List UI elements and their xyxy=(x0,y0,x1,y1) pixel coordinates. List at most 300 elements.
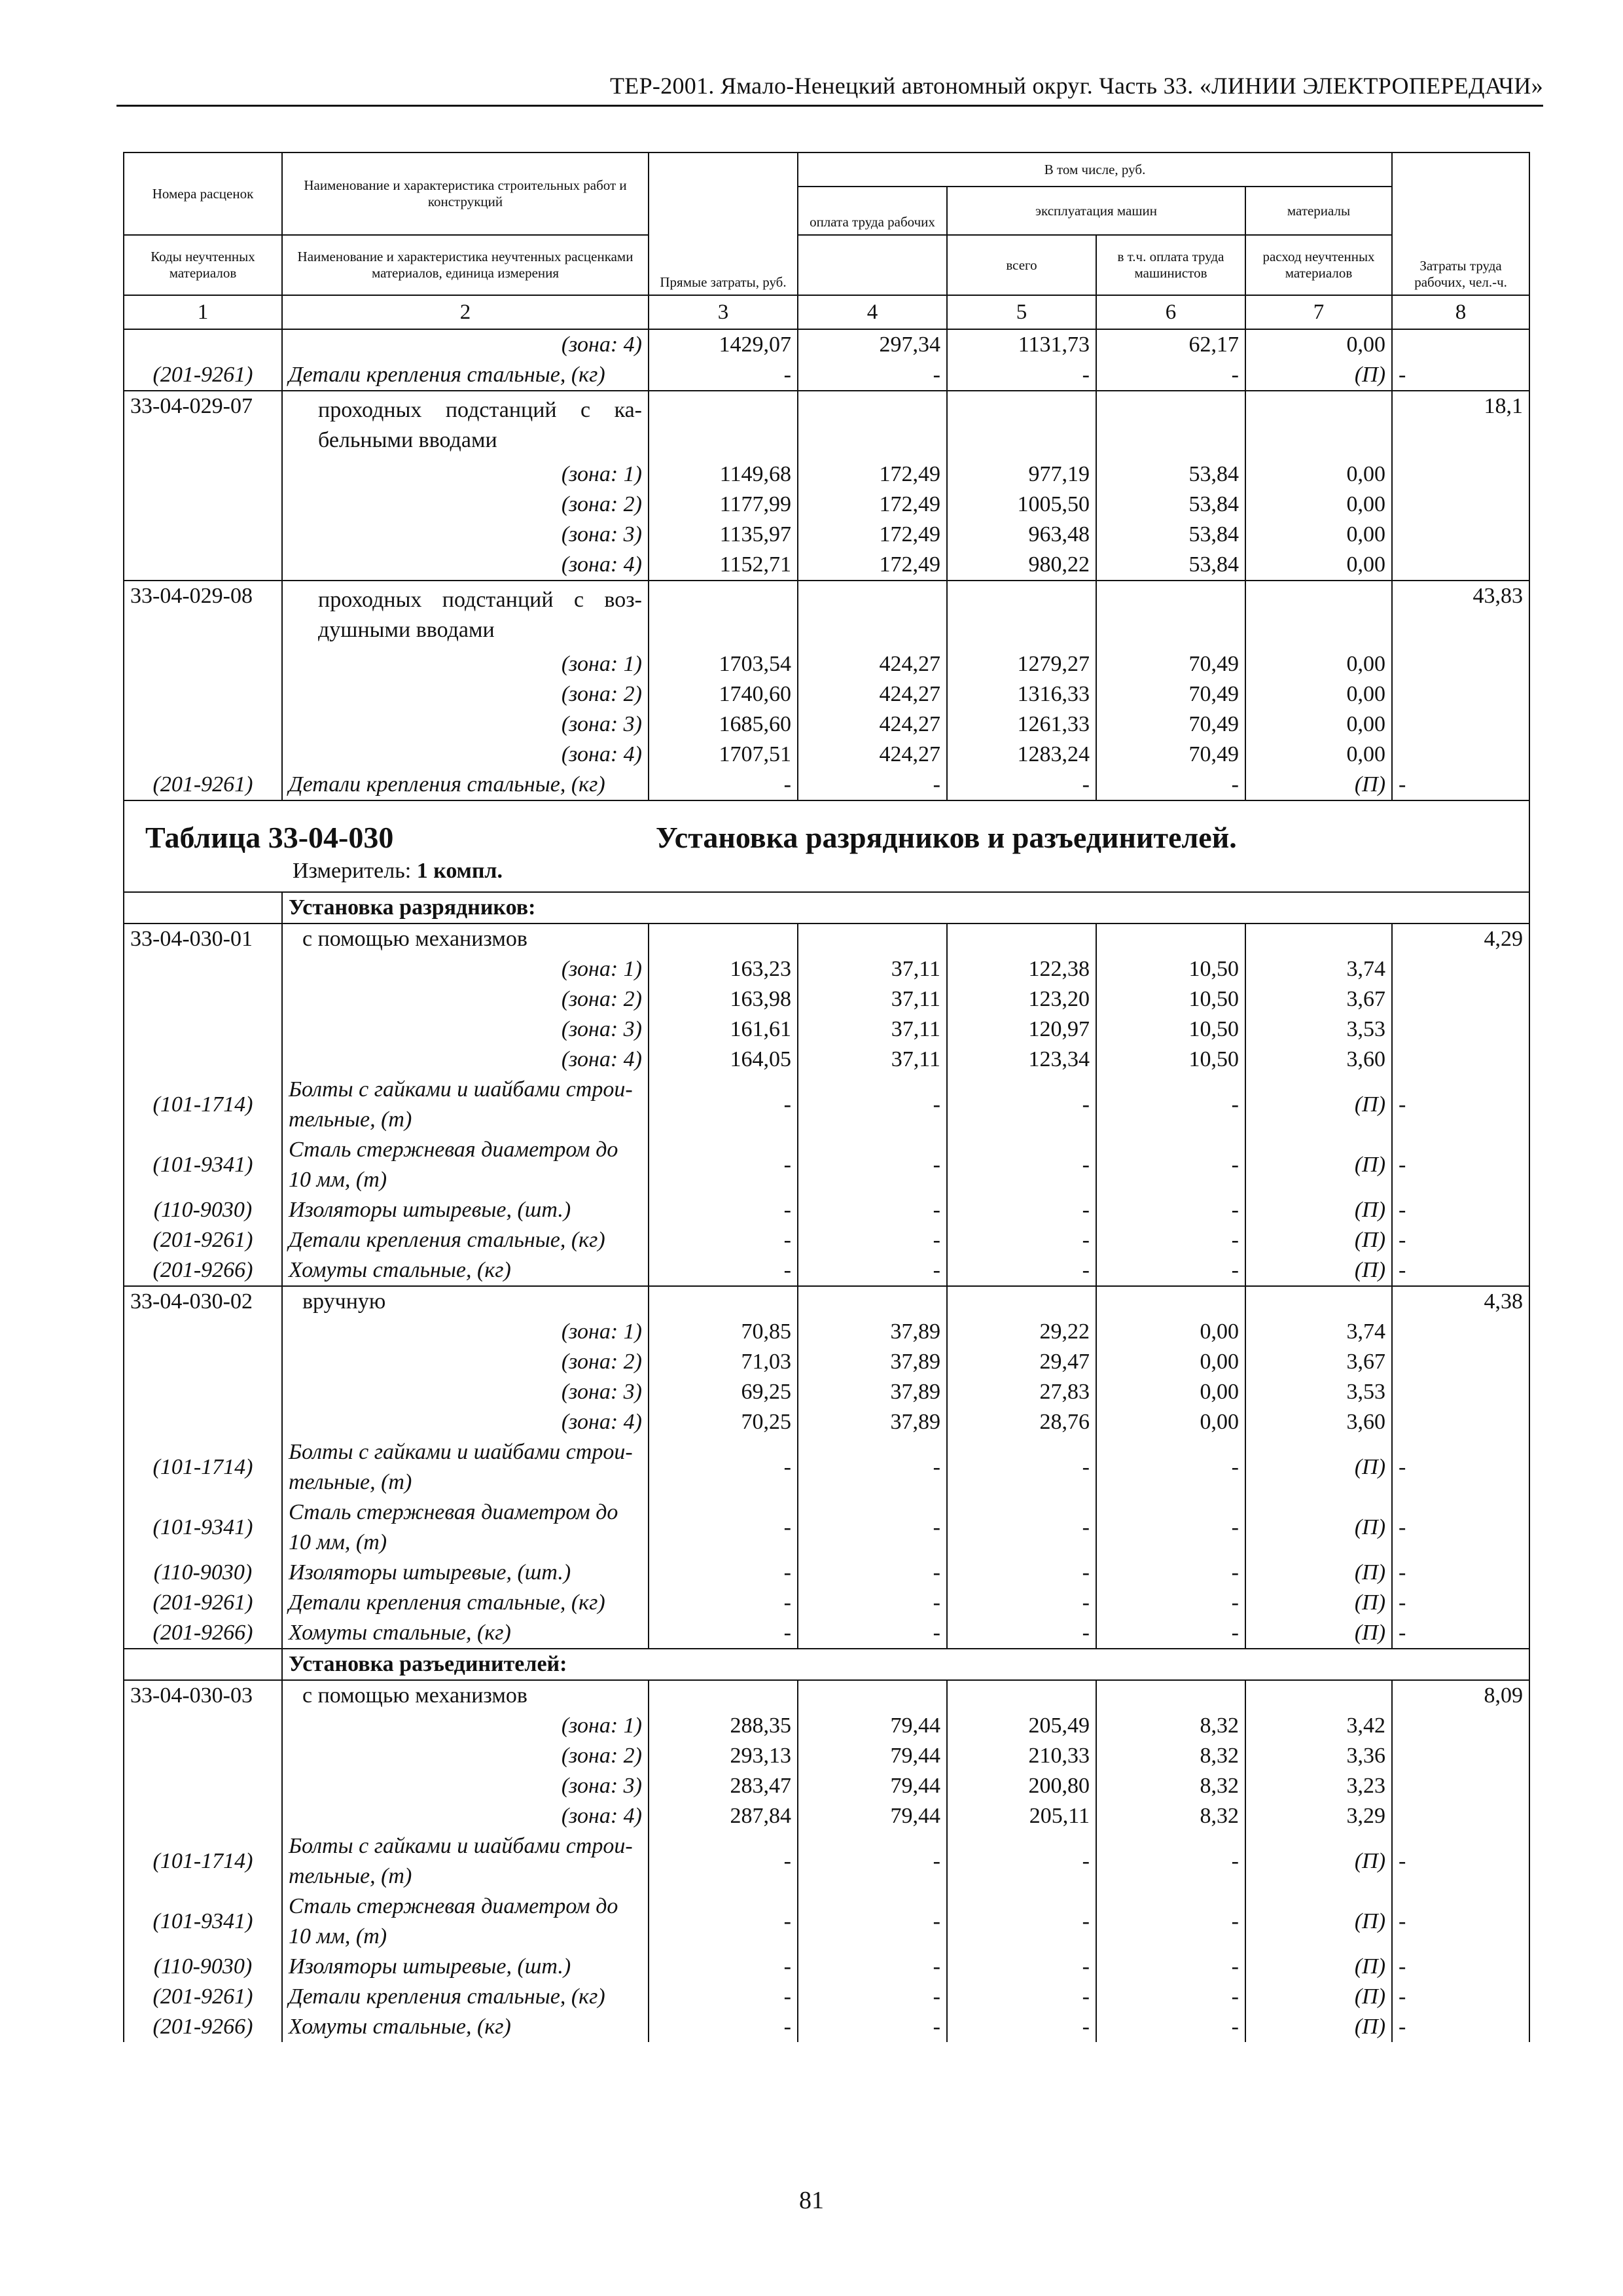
zone-row xyxy=(124,984,1529,1014)
zone-row xyxy=(124,649,1529,679)
table-cell: 163,98 xyxy=(649,984,798,1014)
table-cell: - xyxy=(947,1892,1096,1952)
table-cell: 123,20 xyxy=(947,984,1096,1014)
table-cell xyxy=(124,740,282,770)
table-cell: - xyxy=(798,1195,947,1225)
table-cell: 0,00 xyxy=(1245,649,1392,679)
table-cell: 963,48 xyxy=(947,520,1096,550)
rate-name: с помощью механизмов xyxy=(282,924,649,954)
subheading-row xyxy=(124,892,1529,924)
table-cell: 8,32 xyxy=(1096,1771,1245,1801)
table-cell: 10,50 xyxy=(1096,1045,1245,1075)
table-cell: - xyxy=(649,2012,798,2042)
table-cell: (зона: 1) xyxy=(282,649,649,679)
table-cell xyxy=(1392,459,1529,490)
table-cell: - xyxy=(1392,1588,1529,1618)
table-cell: 53,84 xyxy=(1096,550,1245,581)
table-cell: - xyxy=(947,1195,1096,1225)
table-cell xyxy=(1392,1045,1529,1075)
table-cell: (101-1714) xyxy=(124,1075,282,1135)
col-number: 5 xyxy=(947,295,1096,329)
table-cell: 70,49 xyxy=(1096,709,1245,740)
table-cell: 70,49 xyxy=(1096,649,1245,679)
table-cell: - xyxy=(798,1075,947,1135)
table-cell: Сталь стержневая диаметром до 10 мм, (т) xyxy=(282,1892,649,1952)
table-cell: - xyxy=(1392,1952,1529,1982)
table-cell: - xyxy=(798,360,947,391)
table-title: Установка разрядников и разъединителей. xyxy=(656,821,1237,854)
material-row xyxy=(124,1892,1529,1952)
table-cell: 172,49 xyxy=(798,550,947,581)
table-cell xyxy=(124,1347,282,1377)
zone-row xyxy=(124,1347,1529,1377)
header-rule xyxy=(116,105,1543,107)
table-cell: (П) xyxy=(1245,1195,1392,1225)
table-cell: - xyxy=(798,1982,947,2012)
table-cell: - xyxy=(1392,1618,1529,1649)
table-cell: 288,35 xyxy=(649,1711,798,1741)
table-cell: - xyxy=(947,360,1096,391)
table-cell: Болты с гайками и шайбами строи-тельные, (т) xyxy=(282,1437,649,1498)
table-cell xyxy=(1392,1317,1529,1347)
table-cell: (201-9266) xyxy=(124,1255,282,1286)
material-row xyxy=(124,1135,1529,1195)
table-cell: 3,60 xyxy=(1245,1407,1392,1437)
table-cell: - xyxy=(947,1075,1096,1135)
table-cell xyxy=(947,924,1096,954)
material-row xyxy=(124,1952,1529,1982)
col-number: 8 xyxy=(1392,295,1529,329)
table-cell xyxy=(1392,740,1529,770)
table-cell: 287,84 xyxy=(649,1801,798,1831)
labor-value: 4,29 xyxy=(1392,924,1529,954)
table-cell: 10,50 xyxy=(1096,954,1245,984)
table-cell xyxy=(1245,391,1392,459)
table-cell: - xyxy=(947,2012,1096,2042)
table-cell: 62,17 xyxy=(1096,329,1245,360)
table-cell: - xyxy=(1392,1135,1529,1195)
table-cell: (201-9261) xyxy=(124,1588,282,1618)
table-cell xyxy=(1392,1771,1529,1801)
table-cell: 0,00 xyxy=(1245,490,1392,520)
table-cell: - xyxy=(798,1135,947,1195)
table-cell: (101-9341) xyxy=(124,1498,282,1558)
table-cell xyxy=(649,391,798,459)
material-row xyxy=(124,1831,1529,1892)
table-cell: - xyxy=(649,1075,798,1135)
table-cell: - xyxy=(798,1255,947,1286)
table-cell: 200,80 xyxy=(947,1771,1096,1801)
table-cell xyxy=(649,924,798,954)
table-cell: 71,03 xyxy=(649,1347,798,1377)
h-materials: материалы xyxy=(1245,187,1392,235)
h-direct: Прямые затраты, руб. xyxy=(649,152,798,295)
h-incl-mach: в т.ч. оплата труда машинистов xyxy=(1096,235,1245,295)
table-cell: - xyxy=(798,1498,947,1558)
table-cell: - xyxy=(947,1437,1096,1498)
table-cell: 70,49 xyxy=(1096,740,1245,770)
h-total: всего xyxy=(947,235,1096,295)
table-cell: (101-9341) xyxy=(124,1892,282,1952)
material-row xyxy=(124,1225,1529,1255)
table-cell: (П) xyxy=(1245,1831,1392,1892)
table-cell: - xyxy=(1096,1831,1245,1892)
material-row xyxy=(124,360,1529,391)
table-cell: 10,50 xyxy=(1096,1014,1245,1045)
table-cell: 37,89 xyxy=(798,1407,947,1437)
table-cell: 172,49 xyxy=(798,520,947,550)
rate-row xyxy=(124,1286,1529,1317)
table-cell: 79,44 xyxy=(798,1711,947,1741)
table-cell xyxy=(124,459,282,490)
table-cell: 10,50 xyxy=(1096,984,1245,1014)
table-cell: 1177,99 xyxy=(649,490,798,520)
rate-row xyxy=(124,1680,1529,1711)
table-cell: (П) xyxy=(1245,1075,1392,1135)
table-cell: 28,76 xyxy=(947,1407,1096,1437)
table-cell: 37,89 xyxy=(798,1347,947,1377)
labor-value: 18,1 xyxy=(1392,391,1529,459)
h-incl: В том числе, руб. xyxy=(798,152,1392,187)
table-cell: Хомуты стальные, (кг) xyxy=(282,2012,649,2042)
table-cell: 0,00 xyxy=(1245,329,1392,360)
table-cell xyxy=(649,1680,798,1711)
material-row xyxy=(124,1255,1529,1286)
table-cell: - xyxy=(1096,1195,1245,1225)
material-row xyxy=(124,1195,1529,1225)
table-cell: 37,11 xyxy=(798,1014,947,1045)
table-cell: (101-9341) xyxy=(124,1135,282,1195)
table-cell: - xyxy=(1096,1075,1245,1135)
h-mat-use: расход неучтенных материалов xyxy=(1245,235,1392,295)
table-cell: 70,85 xyxy=(649,1317,798,1347)
table-cell: - xyxy=(1096,1558,1245,1588)
col-number: 7 xyxy=(1245,295,1392,329)
h-codes: Номера расценок xyxy=(124,152,282,235)
material-row xyxy=(124,1618,1529,1649)
table-cell: 210,33 xyxy=(947,1741,1096,1771)
table-cell xyxy=(798,581,947,649)
table-cell: (П) xyxy=(1245,1558,1392,1588)
zone-row xyxy=(124,740,1529,770)
table-cell: 205,49 xyxy=(947,1711,1096,1741)
table-cell xyxy=(1392,329,1529,360)
material-row xyxy=(124,1498,1529,1558)
table-cell: (201-9266) xyxy=(124,2012,282,2042)
table-cell: - xyxy=(1096,1952,1245,1982)
table-cell: - xyxy=(1392,1437,1529,1498)
table-cell: Сталь стержневая диаметром до 10 мм, (т) xyxy=(282,1498,649,1558)
table-cell: Детали крепления стальные, (кг) xyxy=(282,770,649,800)
table-cell: - xyxy=(1096,1498,1245,1558)
zone-row xyxy=(124,490,1529,520)
table-cell: 172,49 xyxy=(798,459,947,490)
table-cell xyxy=(1392,1347,1529,1377)
zone-row xyxy=(124,520,1529,550)
table-cell xyxy=(1245,1680,1392,1711)
table-cell xyxy=(947,581,1096,649)
material-row xyxy=(124,1982,1529,2012)
table-cell: 1685,60 xyxy=(649,709,798,740)
table-cell: (зона: 4) xyxy=(282,1045,649,1075)
table-cell: - xyxy=(1392,1225,1529,1255)
table-cell: 53,84 xyxy=(1096,459,1245,490)
table-cell: 293,13 xyxy=(649,1741,798,1771)
table-cell xyxy=(1392,709,1529,740)
table-cell: (П) xyxy=(1245,1618,1392,1649)
table-cell: - xyxy=(1096,1982,1245,2012)
labor-value: 4,38 xyxy=(1392,1286,1529,1317)
table-cell: Детали крепления стальные, (кг) xyxy=(282,360,649,391)
table-cell: - xyxy=(1392,1498,1529,1558)
table-cell: - xyxy=(649,1558,798,1588)
table-cell: (зона: 2) xyxy=(282,490,649,520)
col-number: 6 xyxy=(1096,295,1245,329)
table-cell: - xyxy=(1096,1618,1245,1649)
h-name: Наименование и характеристика строительных работ и конструкций xyxy=(282,152,649,235)
table-cell: (110-9030) xyxy=(124,1195,282,1225)
zone-row xyxy=(124,1045,1529,1075)
table-cell: Болты с гайками и шайбами строи-тельные, (т) xyxy=(282,1831,649,1892)
table-cell: 1005,50 xyxy=(947,490,1096,520)
table-cell: Хомуты стальные, (кг) xyxy=(282,1255,649,1286)
table-cell: - xyxy=(649,1135,798,1195)
h-wages: оплата труда рабочих xyxy=(798,187,947,235)
table-cell: 37,11 xyxy=(798,1045,947,1075)
table-cell: - xyxy=(1392,2012,1529,2042)
table-cell: (зона: 4) xyxy=(282,329,649,360)
table-cell: - xyxy=(1096,1255,1245,1286)
table-cell: 164,05 xyxy=(649,1045,798,1075)
table-cell: - xyxy=(649,1437,798,1498)
table-cell: Изоляторы штыревые, (шт.) xyxy=(282,1195,649,1225)
table-cell: (П) xyxy=(1245,1982,1392,2012)
table-cell: 27,83 xyxy=(947,1377,1096,1407)
table-cell: (зона: 4) xyxy=(282,740,649,770)
col-number: 2 xyxy=(282,295,649,329)
table-cell: - xyxy=(649,360,798,391)
zone-row xyxy=(124,1801,1529,1831)
table-cell xyxy=(1392,679,1529,709)
table-cell: - xyxy=(947,1255,1096,1286)
table-cell xyxy=(124,1801,282,1831)
material-row xyxy=(124,2012,1529,2042)
table-cell: Изоляторы штыревые, (шт.) xyxy=(282,1558,649,1588)
table-cell: - xyxy=(798,770,947,800)
rate-code: 33-04-030-02 xyxy=(124,1286,282,1317)
table-cell xyxy=(124,984,282,1014)
table-cell: - xyxy=(798,1437,947,1498)
table-cell xyxy=(124,550,282,581)
table-cell xyxy=(1245,1286,1392,1317)
table-cell: Болты с гайками и шайбами строи-тельные, (т) xyxy=(282,1075,649,1135)
table-cell: 1135,97 xyxy=(649,520,798,550)
table-cell: - xyxy=(798,2012,947,2042)
table-cell: - xyxy=(649,770,798,800)
table-cell: 1283,24 xyxy=(947,740,1096,770)
table-cell: (201-9261) xyxy=(124,770,282,800)
table-cell xyxy=(1392,490,1529,520)
table-number: Таблица 33-04-030 xyxy=(145,821,394,854)
table-cell: 1131,73 xyxy=(947,329,1096,360)
table-cell: 0,00 xyxy=(1096,1407,1245,1437)
table-cell xyxy=(649,581,798,649)
col-number: 4 xyxy=(798,295,947,329)
labor-value: 43,83 xyxy=(1392,581,1529,649)
table-cell: - xyxy=(1392,1195,1529,1225)
table-cell: 297,34 xyxy=(798,329,947,360)
table-cell: 79,44 xyxy=(798,1801,947,1831)
table-cell xyxy=(124,1407,282,1437)
table-cell: - xyxy=(798,1831,947,1892)
table-cell: (зона: 2) xyxy=(282,1347,649,1377)
subheading: Установка разъединителей: xyxy=(282,1649,1529,1680)
table-cell: 205,11 xyxy=(947,1801,1096,1831)
table-cell: - xyxy=(1392,1982,1529,2012)
material-row xyxy=(124,1437,1529,1498)
table-cell: - xyxy=(649,1498,798,1558)
table-cell: 0,00 xyxy=(1245,550,1392,581)
table-cell: 3,74 xyxy=(1245,1317,1392,1347)
table-cell: 37,89 xyxy=(798,1377,947,1407)
table-cell: - xyxy=(649,1255,798,1286)
table-cell: 1279,27 xyxy=(947,649,1096,679)
table-cell xyxy=(947,391,1096,459)
table-cell: 3,60 xyxy=(1245,1045,1392,1075)
table-cell: 3,53 xyxy=(1245,1377,1392,1407)
rate-name: вручную xyxy=(282,1286,649,1317)
h-labor: Затраты труда рабочих, чел.-ч. xyxy=(1392,152,1529,295)
table-cell: - xyxy=(798,1892,947,1952)
table-cell: - xyxy=(947,1952,1096,1982)
table-cell: - xyxy=(1096,360,1245,391)
table-cell: (зона: 1) xyxy=(282,1317,649,1347)
table-cell: - xyxy=(649,1952,798,1982)
table-cell: 8,32 xyxy=(1096,1741,1245,1771)
table-cell: (зона: 4) xyxy=(282,1801,649,1831)
subheading-row xyxy=(124,1649,1529,1680)
table-cell: (101-1714) xyxy=(124,1437,282,1498)
table-cell: 53,84 xyxy=(1096,520,1245,550)
table-cell: Детали крепления стальные, (кг) xyxy=(282,1225,649,1255)
zone-row xyxy=(124,1407,1529,1437)
table-cell: (зона: 3) xyxy=(282,1377,649,1407)
table-cell xyxy=(124,1045,282,1075)
table-cell: 70,49 xyxy=(1096,679,1245,709)
table-cell xyxy=(1392,1377,1529,1407)
table-cell: - xyxy=(649,1831,798,1892)
table-cell xyxy=(1245,581,1392,649)
table-cell: - xyxy=(947,1225,1096,1255)
table-cell: (П) xyxy=(1245,2012,1392,2042)
table-cell: - xyxy=(1096,770,1245,800)
table-cell: - xyxy=(947,1618,1096,1649)
table-cell: - xyxy=(649,1195,798,1225)
table-cell: - xyxy=(649,1225,798,1255)
table-title-row xyxy=(124,800,1529,892)
measure: Измеритель: 1 компл. xyxy=(293,859,503,883)
rate-name: с помощью механизмов xyxy=(282,1680,649,1711)
table-cell: 283,47 xyxy=(649,1771,798,1801)
table-cell xyxy=(1245,924,1392,954)
header-row-1 xyxy=(124,152,1529,187)
table-cell: (П) xyxy=(1245,1892,1392,1952)
rate-name: проходных подстанций с воз-душными вводами xyxy=(282,581,649,649)
col-number: 3 xyxy=(649,295,798,329)
table-cell xyxy=(1392,550,1529,581)
table-cell: (зона: 4) xyxy=(282,1407,649,1437)
table-cell: - xyxy=(947,1135,1096,1195)
table-cell: Детали крепления стальные, (кг) xyxy=(282,1588,649,1618)
table-cell xyxy=(124,1317,282,1347)
table-cell xyxy=(124,1711,282,1741)
table-cell xyxy=(124,892,282,924)
material-row xyxy=(124,1075,1529,1135)
table-cell xyxy=(124,1377,282,1407)
zone-row xyxy=(124,1771,1529,1801)
table-cell: 0,00 xyxy=(1245,679,1392,709)
table-cell xyxy=(1392,649,1529,679)
table-cell: - xyxy=(1392,1831,1529,1892)
table-cell: - xyxy=(798,1952,947,1982)
material-row xyxy=(124,770,1529,800)
table-cell: (П) xyxy=(1245,360,1392,391)
table-cell: 53,84 xyxy=(1096,490,1245,520)
table-cell: (П) xyxy=(1245,1952,1392,1982)
material-row xyxy=(124,1558,1529,1588)
table-cell: Детали крепления стальные, (кг) xyxy=(282,1982,649,2012)
table-cell: - xyxy=(1392,770,1529,800)
table-cell: 977,19 xyxy=(947,459,1096,490)
table-cell: (зона: 3) xyxy=(282,1014,649,1045)
table-cell: - xyxy=(947,1498,1096,1558)
zone-row xyxy=(124,954,1529,984)
table-cell: - xyxy=(649,1618,798,1649)
table-cell: 8,32 xyxy=(1096,1711,1245,1741)
table-cell: (201-9266) xyxy=(124,1618,282,1649)
table-cell: 172,49 xyxy=(798,490,947,520)
table-cell: 3,36 xyxy=(1245,1741,1392,1771)
rate-code: 33-04-030-03 xyxy=(124,1680,282,1711)
table-cell: 424,27 xyxy=(798,740,947,770)
table-cell: 424,27 xyxy=(798,649,947,679)
table-cell: 29,22 xyxy=(947,1317,1096,1347)
table-cell: (зона: 1) xyxy=(282,1711,649,1741)
table-cell: - xyxy=(649,1982,798,2012)
table-cell xyxy=(798,924,947,954)
table-cell xyxy=(1392,1407,1529,1437)
table-cell: 424,27 xyxy=(798,709,947,740)
table-cell: 0,00 xyxy=(1096,1377,1245,1407)
table-cell: 1703,54 xyxy=(649,649,798,679)
table-cell: - xyxy=(947,1831,1096,1892)
rate-code: 33-04-029-08 xyxy=(124,581,282,649)
table-cell: - xyxy=(947,1982,1096,2012)
page-number: 81 xyxy=(799,2187,824,2214)
table-cell: (зона: 2) xyxy=(282,679,649,709)
table-cell xyxy=(798,1286,947,1317)
table-cell: 69,25 xyxy=(649,1377,798,1407)
table-cell xyxy=(1096,924,1245,954)
table-cell: (зона: 3) xyxy=(282,520,649,550)
table-cell: Сталь стержневая диаметром до 10 мм, (т) xyxy=(282,1135,649,1195)
table-cell: - xyxy=(1096,1892,1245,1952)
table-cell: - xyxy=(798,1618,947,1649)
table-cell: Изоляторы штыревые, (шт.) xyxy=(282,1952,649,1982)
zone-row xyxy=(124,1741,1529,1771)
table-cell: - xyxy=(1096,1135,1245,1195)
table-cell: 1740,60 xyxy=(649,679,798,709)
